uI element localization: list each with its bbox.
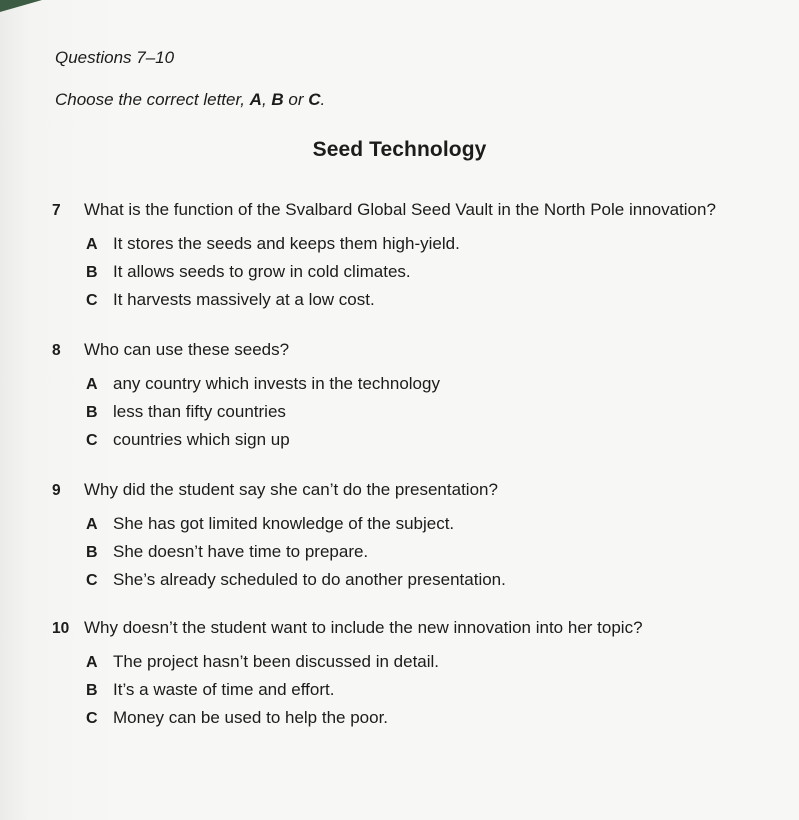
option-letter: B (86, 682, 98, 699)
question-number: 10 (52, 620, 70, 637)
option-b (86, 538, 768, 566)
option-text: She has got limited knowledge of the subject. (113, 514, 455, 533)
option-letter: C (86, 710, 98, 727)
question-text: Who can use these seeds? (84, 340, 290, 359)
option-letter: A (86, 516, 98, 533)
question-stem (48, 618, 768, 638)
option-letter: B (86, 404, 98, 421)
option-letter: C (86, 432, 98, 449)
question-text: Why doesn’t the student want to include the new innovation into her topic? (84, 618, 643, 637)
question-stem (48, 480, 768, 500)
option-a (86, 648, 768, 676)
option-c (86, 566, 768, 594)
option-text: The project hasn’t been discussed in detail. (113, 652, 440, 671)
option-c (86, 286, 768, 314)
option-letter: B (86, 544, 98, 561)
page-corner-decoration (0, 0, 42, 12)
question-9 (48, 480, 768, 594)
question-10 (48, 618, 768, 732)
option-text: It allows seeds to grow in cold climates. (113, 262, 411, 281)
question-number: 8 (52, 342, 61, 359)
option-a (86, 510, 768, 538)
option-a (86, 230, 768, 258)
instruction-text: Choose the correct letter, A, B or C. (55, 90, 326, 109)
question-number: 9 (52, 482, 61, 499)
question-8 (48, 340, 768, 454)
option-letter: A (86, 376, 98, 393)
option-text: It’s a waste of time and effort. (113, 680, 335, 699)
option-letter: C (86, 292, 98, 309)
option-text: less than fifty countries (113, 402, 286, 421)
option-c (86, 704, 768, 732)
option-text: It stores the seeds and keeps them high-yield. (113, 234, 460, 253)
option-letter: A (86, 236, 98, 253)
question-stem (48, 340, 768, 360)
option-b (86, 398, 768, 426)
section-title: Seed Technology (312, 138, 487, 161)
option-b (86, 258, 768, 286)
question-text: Why did the student say she can’t do the presentation? (84, 480, 498, 499)
option-text: It harvests massively at a low cost. (113, 290, 375, 309)
option-text: countries which sign up (113, 430, 290, 449)
question-stem (48, 200, 768, 220)
option-text: She doesn’t have time to prepare. (113, 542, 369, 561)
option-letter: B (86, 264, 98, 281)
questions-range-heading: Questions 7–10 (55, 48, 175, 67)
option-letter: A (86, 654, 98, 671)
question-7 (48, 200, 768, 314)
option-b (86, 676, 768, 704)
option-text: any country which invests in the technology (113, 374, 440, 393)
question-text: What is the function of the Svalbard Global Seed Vault in the North Pole innovation? (84, 200, 716, 219)
option-c (86, 426, 768, 454)
option-a (86, 370, 768, 398)
option-letter: C (86, 572, 98, 589)
option-text: Money can be used to help the poor. (113, 708, 389, 727)
question-number: 7 (52, 202, 61, 219)
option-text: She’s already scheduled to do another presentation. (113, 570, 506, 589)
